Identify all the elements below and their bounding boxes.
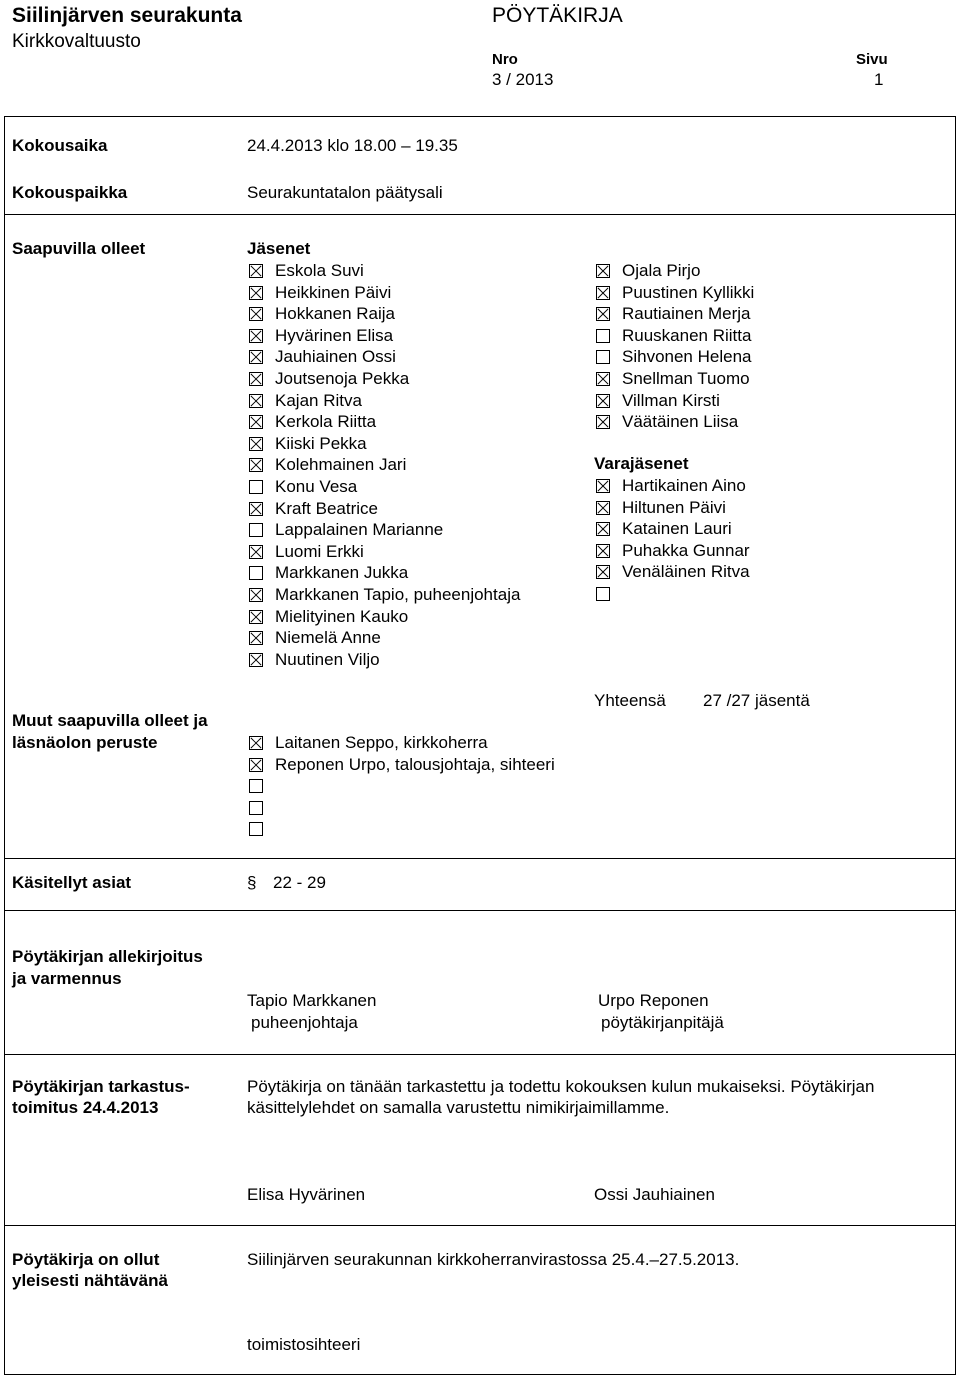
checked-checkbox[interactable]	[249, 437, 263, 451]
others-label-line2: läsnäolon peruste	[12, 733, 158, 752]
empty-checkbox[interactable]	[596, 350, 610, 364]
divider	[4, 1054, 956, 1055]
divider	[4, 910, 956, 911]
attendee-name: Eskola Suvi	[275, 261, 364, 280]
checked-checkbox[interactable]	[596, 415, 610, 429]
attendee-name: Puhakka Gunnar	[622, 540, 750, 560]
attendee-name: Kraft Beatrice	[275, 498, 378, 518]
checked-checkbox[interactable]	[249, 545, 263, 559]
attendee-name: Venäläinen Ritva	[622, 562, 750, 582]
attendee-name: Mielityinen Kauko	[275, 606, 409, 626]
checked-checkbox[interactable]	[596, 307, 610, 321]
meeting-time-label: Kokousaika	[12, 136, 108, 155]
sivu-label: Sivu	[856, 51, 888, 68]
checked-checkbox[interactable]	[596, 264, 610, 278]
attendee-name: Snellman Tuomo	[622, 369, 750, 388]
nro-value: 3 / 2013	[492, 70, 554, 89]
chair-role: puheenjohtaja	[251, 1013, 358, 1032]
checked-checkbox[interactable]	[249, 286, 263, 300]
reviewer-2: Ossi Jauhiainen	[594, 1185, 715, 1204]
checked-checkbox[interactable]	[249, 653, 263, 667]
attendee-name: Lappalainen Marianne	[275, 520, 444, 540]
empty-checkbox[interactable]	[249, 566, 263, 580]
signatures-label-line2: ja varmennus	[12, 969, 122, 988]
checked-checkbox[interactable]	[249, 264, 263, 278]
empty-checkbox[interactable]	[249, 801, 263, 815]
attendee-name: Heikkinen Päivi	[275, 282, 392, 302]
attendee-name: Markkanen Jukka	[275, 563, 409, 583]
attendee-name: Puustinen Kyllikki	[622, 282, 755, 302]
attendee-name: Kajan Ritva	[275, 390, 362, 410]
total-label: Yhteensä	[594, 691, 666, 710]
chair-name: Tapio Markkanen	[247, 991, 377, 1010]
checked-checkbox[interactable]	[596, 372, 610, 386]
checked-checkbox[interactable]	[596, 565, 610, 579]
divider	[4, 858, 956, 859]
attendee-name: Katainen Lauri	[622, 519, 732, 539]
attendee-name: Villman Kirsti	[622, 390, 720, 410]
empty-checkbox[interactable]	[249, 523, 263, 537]
checked-checkbox[interactable]	[249, 329, 263, 343]
sivu-value: 1	[874, 70, 884, 89]
checked-checkbox[interactable]	[249, 307, 263, 321]
organization-name: Siilinjärven seurakunta	[12, 4, 242, 27]
attendee-name: Kolehmainen Jari	[275, 455, 407, 475]
divider	[4, 214, 956, 215]
attendee-name: Joutsenoja Pekka	[275, 369, 410, 388]
divider	[4, 1225, 956, 1226]
empty-checkbox[interactable]	[249, 480, 263, 494]
checked-checkbox[interactable]	[249, 350, 263, 364]
section-symbol: §	[247, 873, 257, 892]
empty-checkbox[interactable]	[596, 587, 610, 601]
empty-checkbox[interactable]	[596, 329, 610, 343]
checked-checkbox[interactable]	[249, 502, 263, 516]
attendee-name: Luomi Erkki	[275, 541, 364, 561]
secretary-role: pöytäkirjanpitäjä	[601, 1013, 724, 1032]
attendee-name: Hiltunen Päivi	[622, 497, 726, 517]
attendee-name: Rautiainen Merja	[622, 304, 751, 324]
meeting-place-label: Kokouspaikka	[12, 183, 128, 202]
checked-checkbox[interactable]	[596, 544, 610, 558]
public-label: Pöytäkirja on ollut	[12, 1250, 160, 1269]
checked-checkbox[interactable]	[249, 736, 263, 750]
attendee-name: Sihvonen Helena	[622, 347, 752, 367]
checked-checkbox[interactable]	[596, 286, 610, 300]
checked-checkbox[interactable]	[249, 758, 263, 772]
attendee-name: Reponen Urpo, talousjohtaja, sihteeri	[275, 754, 555, 774]
attendee-name: Hartikainen Aino	[622, 476, 746, 495]
members-heading: Jäsenet	[247, 239, 311, 258]
document-type: PÖYTÄKIRJA	[492, 4, 623, 27]
body-name: Kirkkovaltuusto	[12, 31, 141, 52]
deputies-heading: Varajäsenet	[594, 454, 689, 473]
review-text: Pöytäkirja on tänään tarkastettu ja todettu kokouksen kulun mukaiseksi. Pöytäkirjan	[247, 1077, 875, 1096]
checked-checkbox[interactable]	[249, 631, 263, 645]
others-label: Muut saapuvilla olleet ja	[12, 711, 208, 730]
public-label-line2: yleisesti nähtävänä	[12, 1271, 168, 1290]
secretary-name: Urpo Reponen	[598, 991, 709, 1010]
attendee-name: Väätäinen Liisa	[622, 412, 739, 432]
attendee-name: Markkanen Tapio, puheenjohtaja	[275, 585, 521, 604]
attendance-label: Saapuvilla olleet	[12, 239, 146, 258]
meeting-time-value: 24.4.2013 klo 18.00 – 19.35	[247, 136, 458, 155]
public-signer: toimistosihteeri	[247, 1335, 361, 1354]
attendee-name: Niemelä Anne	[275, 628, 381, 648]
review-label: Pöytäkirjan tarkastus-	[12, 1077, 190, 1096]
attendee-name: Hokkanen Raija	[275, 304, 396, 324]
checked-checkbox[interactable]	[249, 588, 263, 602]
attendee-name: Laitanen Seppo, kirkkoherra	[275, 733, 488, 752]
signatures-label: Pöytäkirjan allekirjoitus	[12, 947, 203, 966]
empty-checkbox[interactable]	[249, 822, 263, 836]
attendee-name: Jauhiainen Ossi	[275, 347, 396, 367]
attendee-name: Ojala Pirjo	[622, 261, 701, 280]
checked-checkbox[interactable]	[249, 458, 263, 472]
review-label-line2: toimitus 24.4.2013	[12, 1098, 159, 1117]
checked-checkbox[interactable]	[596, 394, 610, 408]
reviewer-1: Elisa Hyvärinen	[247, 1185, 366, 1204]
checked-checkbox[interactable]	[249, 394, 263, 408]
checked-checkbox[interactable]	[596, 501, 610, 515]
attendee-name: Konu Vesa	[275, 477, 358, 496]
attendee-name: Kerkola Riitta	[275, 412, 377, 432]
nro-label: Nro	[492, 51, 518, 68]
attendee-name: Nuutinen Viljo	[275, 649, 380, 669]
items-handled-value: 22 - 29	[273, 873, 326, 892]
checked-checkbox[interactable]	[249, 415, 263, 429]
checked-checkbox[interactable]	[249, 610, 263, 624]
items-handled-label: Käsitellyt asiat	[12, 873, 132, 892]
checked-checkbox[interactable]	[249, 372, 263, 386]
public-text: Siilinjärven seurakunnan kirkkoherranvirastossa 25.4.–27.5.2013.	[247, 1250, 740, 1269]
checked-checkbox[interactable]	[596, 479, 610, 493]
review-text-line2: käsittelylehdet on samalla varustettu nimikirjaimillamme.	[247, 1098, 670, 1117]
total-value: 27 /27 jäsentä	[703, 691, 810, 710]
meeting-place-value: Seurakuntatalon päätysali	[247, 183, 443, 202]
attendee-name: Ruuskanen Riitta	[622, 325, 752, 345]
attendee-name: Kiiski Pekka	[275, 433, 367, 453]
empty-checkbox[interactable]	[249, 779, 263, 793]
attendee-name: Hyvärinen Elisa	[275, 325, 394, 345]
checked-checkbox[interactable]	[596, 522, 610, 536]
